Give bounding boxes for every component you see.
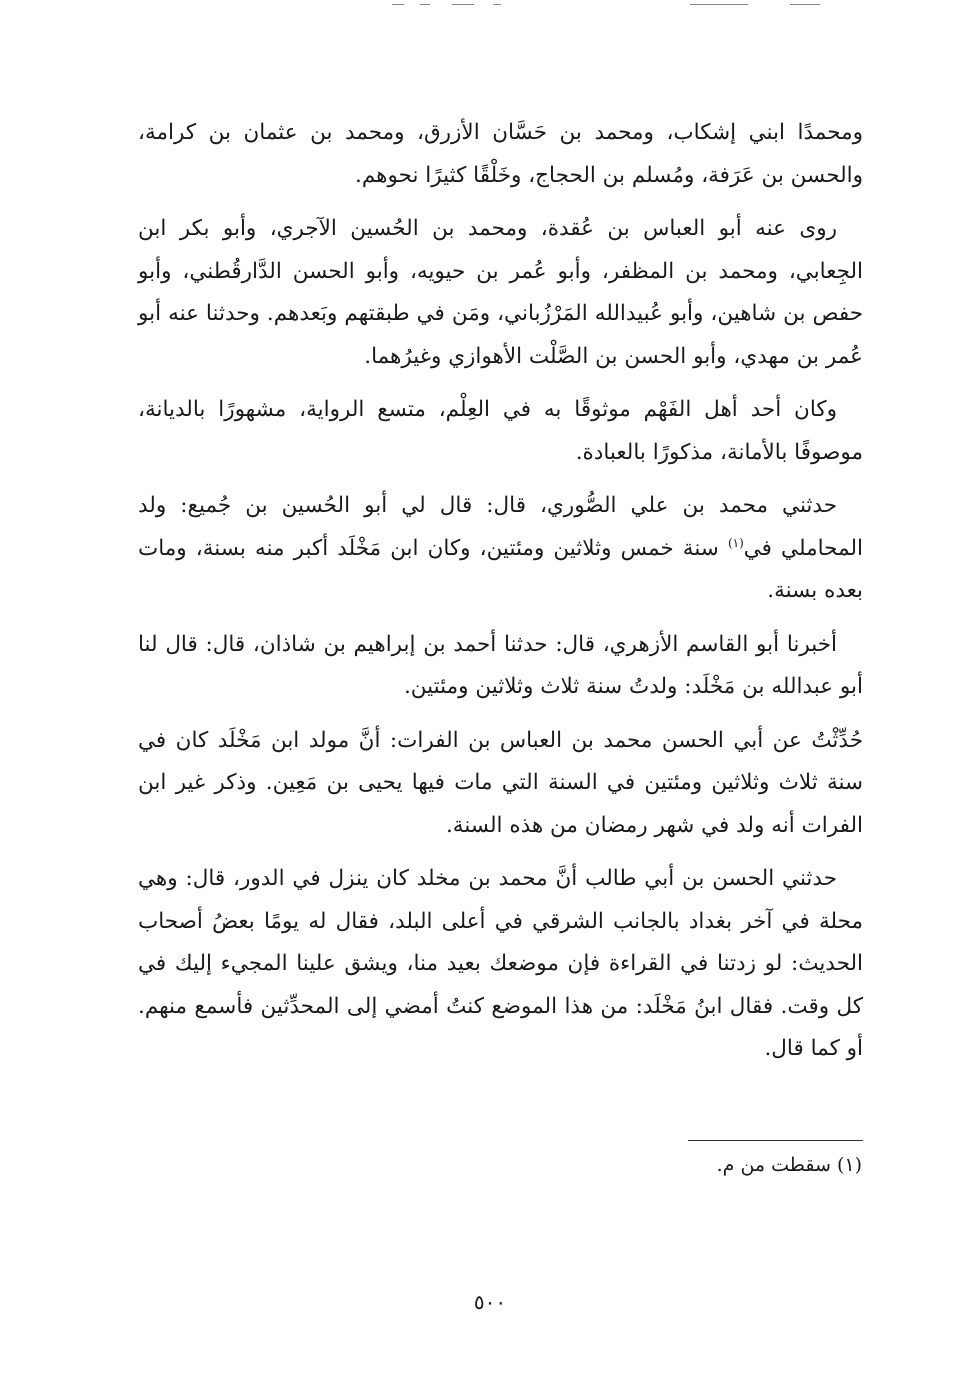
main-text: [138, 112, 863, 1071]
scan-mark-top-3: [452, 4, 474, 5]
scan-mark-top-2: [420, 4, 430, 5]
paragraph-2-text: روى عنه أبو العباس بن عُقدة، ومحمد بن الحُسين الآجري، وأبو بكر ابن الجِعابي، ومحمد بن المظفر، وأبو عُمر بن حيويه، وأبو الحسن الدَّارقُطني، وأبو حفص بن شاهين، وأبو عُبيدالله المَرْزُباني، ومَن في طبقتهم وبَعدهم. وحدثنا عنه أبو عُمر بن مهدي، وأبو الحسن بن الصَّلْت الأهوازي وغيرُهما.: [138, 216, 863, 369]
paragraph-2: [138, 208, 863, 378]
scan-mark-top-4: [493, 4, 501, 5]
paragraph-4: [138, 485, 863, 613]
scan-mark-top-6: [790, 4, 820, 5]
paragraph-4-text-after: سنة خمس وثلاثين ومئتين، وكان ابن مَخْلَد أكبر منه بسنة، ومات بعده بسنة.: [138, 535, 863, 603]
paragraph-4-text-before: حدثني محمد بن علي الصُّوري، قال: قال لي أبو الحُسين بن جُميع: ولد المحاملي في: [138, 493, 863, 561]
paragraph-7-text: حدثني الحسن بن أبي طالب أنَّ محمد بن مخلد كان ينزل في الدور، قال: وهي محلة في آخر بغداد بالجانب الشرقي في أعلى البلد، فقال له يومًا بعضُ أصحاب الحديث: لو زدتنا في القراءة فإن موضعك بعيد منا، ويشق علينا المجيء إليك في كل وقت. فقال ابنُ مَخْلَد: من هذا الموضع كنتُ أمضي إلى المحدِّثين فأسمع منهم. أو كما قال.: [138, 866, 863, 1061]
paragraph-1: ومحمدًا ابني إشكاب، ومحمد بن حَسَّان الأزرق، ومحمد بن عثمان بن كرامة، والحسن بن عَرَفة، ومُسلم بن الحجاج، وخَلْقًا كثيرًا نحوهم.: [138, 120, 863, 188]
scan-mark-top-5: [690, 4, 748, 5]
paragraph-5: [138, 624, 863, 709]
paragraph-6: حُدِّثْتُ عن أبي الحسن محمد بن العباس بن الفرات: أنَّ مولد ابن مَخْلَد كان في سنة ثلاث وثلاثين ومئتين في السنة التي مات فيها يحيى بن مَعِين. وذكر غير ابن الفرات أنه ولد في شهر رمضان من هذه السنة.: [138, 727, 863, 838]
paragraph-3: [138, 389, 863, 474]
scan-mark-top-1: [392, 4, 404, 5]
paragraph-7: [138, 858, 863, 1071]
footnote: (١) سقطت من م.: [716, 1154, 862, 1176]
footnote-reference: (١): [727, 535, 744, 550]
page-number: ٥٠٠: [473, 1290, 507, 1314]
paragraph-3-text: وكان أحد أهل الفَهْم موثوقًا به في العِلْم، متسع الرواية، مشهورًا بالديانة، موصوفًا بالأمانة، مذكورًا بالعبادة.: [138, 397, 863, 465]
footnote-separator: [688, 1140, 863, 1141]
paragraph-5-text: أخبرنا أبو القاسم الأزهري، قال: حدثنا أحمد بن إبراهيم بن شاذان، قال: قال لنا أبو عبدالله بن مَخْلَد: ولدتُ سنة ثلاث وثلاثين ومئتين.: [138, 631, 863, 699]
